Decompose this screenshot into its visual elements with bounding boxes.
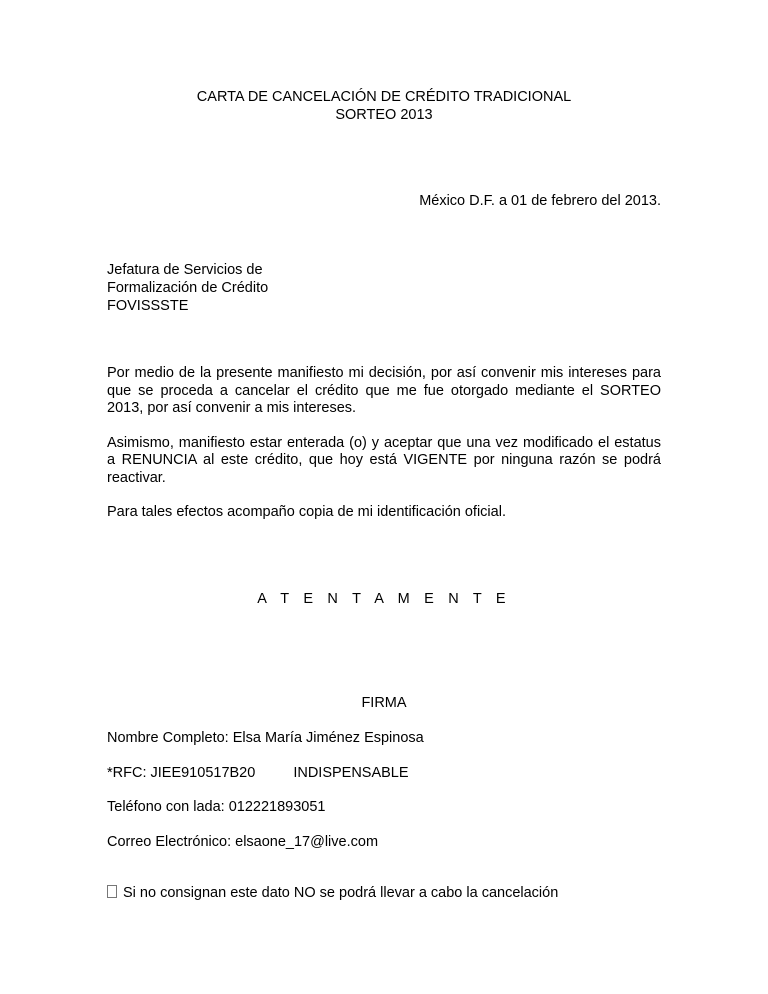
footnote — [107, 884, 558, 902]
rfc-required-note: INDISPENSABLE — [293, 765, 409, 781]
rfc-field — [107, 764, 409, 782]
title-line-2: SORTEO 2013 — [335, 107, 433, 123]
date-line: México D.F. a 01 de febrero del 2013. — [419, 193, 661, 209]
body-paragraph-2: Asimismo, manifiesto estar enterada (o) y aceptar que una vez modificado el estatus a RENUNCIA al este crédito, que hoy está VIGENTE por ninguna razón se podrá reactivar. — [107, 434, 661, 486]
footnote-text: Si no consignan este dato NO se podrá llevar a cabo la cancelación — [123, 885, 559, 901]
letter-title — [0, 88, 768, 124]
recipient-line-1: Jefatura de Servicios de — [107, 262, 263, 278]
phone-field: Teléfono con lada: 012221893051 — [107, 799, 326, 815]
email-field: Correo Electrónico: elsaone_17@live.com — [107, 834, 379, 850]
body-paragraph-1: Por medio de la presente manifiesto mi decisión, por así convenir mis intereses para que se proceda a cancelar el crédito que me fue otorgado mediante el SORTEO 2013, por así convenir a mis intereses. — [107, 365, 661, 416]
recipient-line-2: Formalización de Crédito — [107, 280, 269, 296]
closing-salutation: A T E N T A M E N T E — [257, 591, 511, 607]
signature-label: FIRMA — [361, 695, 407, 711]
rfc-value: *RFC: JIEE910517B20 — [107, 765, 256, 781]
recipient-block — [107, 261, 268, 315]
title-line-1: CARTA DE CANCELACIÓN DE CRÉDITO TRADICIONAL — [196, 89, 572, 105]
letter-body — [107, 365, 661, 522]
body-paragraph-3: Para tales efectos acompaño copia de mi identificación oficial. — [107, 504, 506, 520]
full-name-field: Nombre Completo: Elsa María Jiménez Espinosa — [107, 730, 424, 746]
recipient-line-3: FOVISSSTE — [107, 298, 189, 314]
missing-glyph-box-icon — [107, 885, 117, 898]
